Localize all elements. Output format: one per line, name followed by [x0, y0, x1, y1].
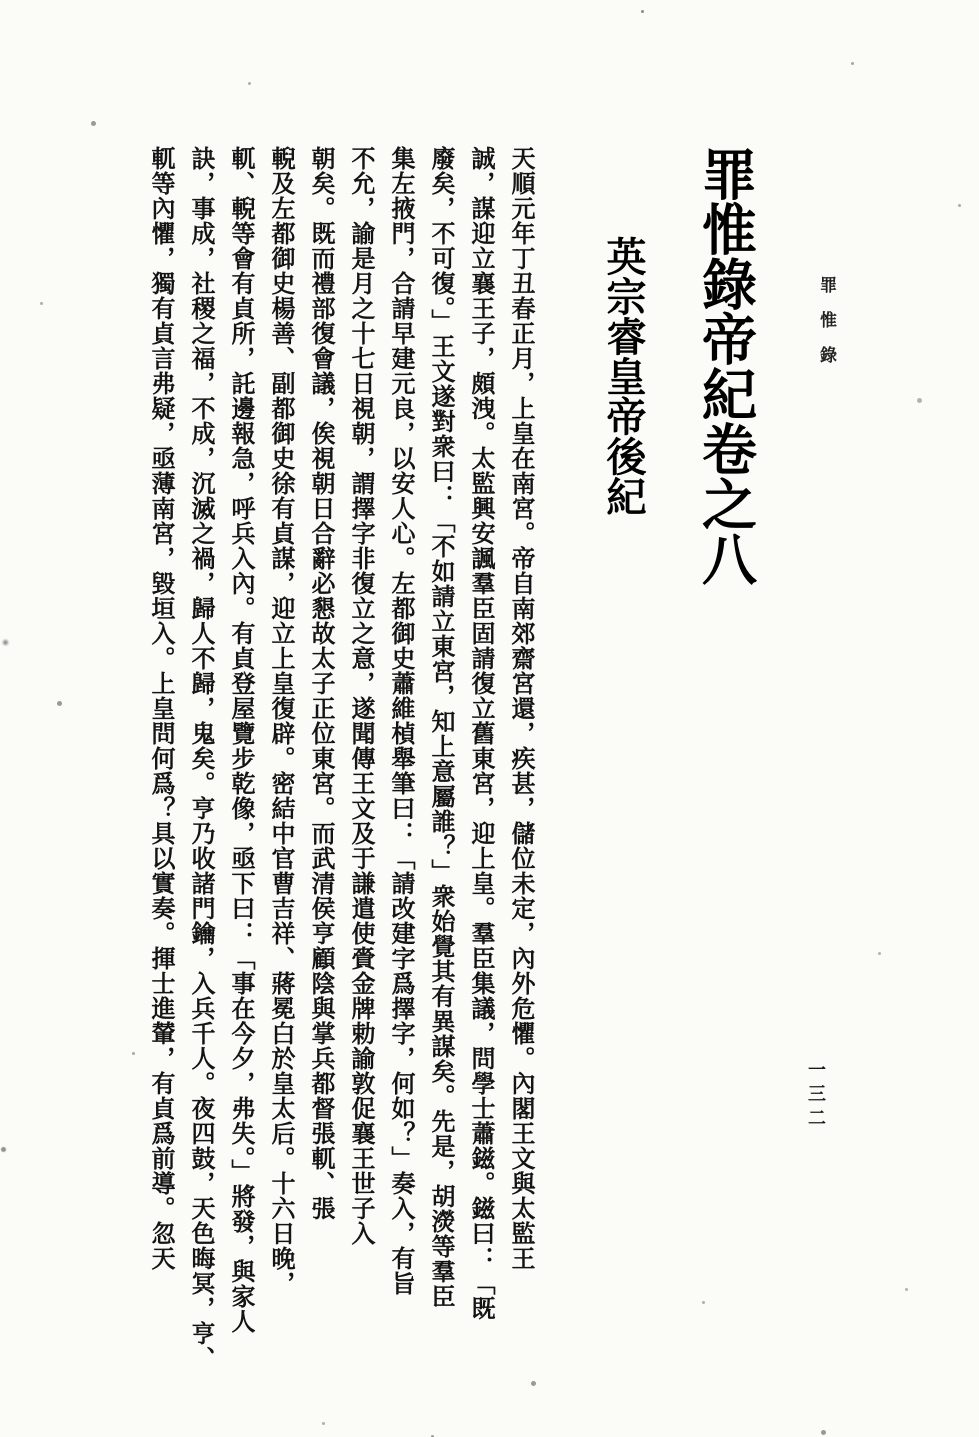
text-column-8: 軏、輗等會有貞所，託邊報急，呼兵入內。有貞登屋覽步乾像，亟下曰：「事在今夕，弗失。」將發，與家人	[227, 146, 253, 1334]
text-column-2: 誠，謀迎立襄王子，頗洩。太監興安諷羣臣固請復立舊東宮，迎上皇。羣臣集議，問學士蕭鎡。鎡曰：「既	[467, 146, 493, 1321]
section-subtitle: 英宗睿皇帝後紀	[601, 236, 646, 516]
book-margin-title: 罪惟錄	[817, 276, 836, 381]
body-text	[140, 146, 540, 1426]
text-column-10: 軏等內懼，獨有貞言弗疑，亟薄南宮，毀垣入。上皇問何爲？具以實奏。揮士進輦，有貞爲前導。忽天	[147, 146, 173, 1271]
text-column-4: 集左掖門，合請早建元良，以安人心。左都御史蕭維楨舉筆曰：「請改建字爲擇字，何如？」奏入，有旨	[387, 146, 413, 1296]
text-column-6: 朝矣。既而禮部復會議，俟視朝日合辭必懇故太子正位東宮。而武清侯亨顧陰與掌兵都督張軏、張	[307, 146, 333, 1221]
text-column-9: 訣，事成，社稷之福，不成，沉滅之禍，歸人不歸，鬼矣。亨乃收諸門鑰，入兵千人。夜四鼓，天色晦冥，亨、	[187, 146, 213, 1371]
scan-noise	[0, 0, 3, 3]
page-content	[140, 146, 770, 1426]
page-number: 一三二	[806, 1060, 826, 1132]
text-column-1: 天順元年丁丑春正月，上皇在南宮。帝自南郊齋宮還，疾甚，儲位未定，內外危懼。內閣王文與太監王	[507, 146, 533, 1271]
chapter-title: 罪惟錄帝紀卷之八	[694, 146, 755, 586]
text-column-3: 廢矣，不可復。」王文遂對衆曰：「不如請立東宮，知上意屬誰？」衆始覺其有異謀矣。先是，胡濙等羣臣	[427, 146, 453, 1309]
text-column-5: 不允，諭是月之十七日視朝，謂擇字非復立之意，遂聞傳王文及于謙遣使賫金牌勅諭敦促襄王世子入	[347, 146, 373, 1246]
text-column-7: 輗及左都御史楊善、副都御史徐有貞謀，迎立上皇復辟。密結中官曹吉祥、蔣冕白於皇太后。十六日晚，	[267, 146, 293, 1296]
